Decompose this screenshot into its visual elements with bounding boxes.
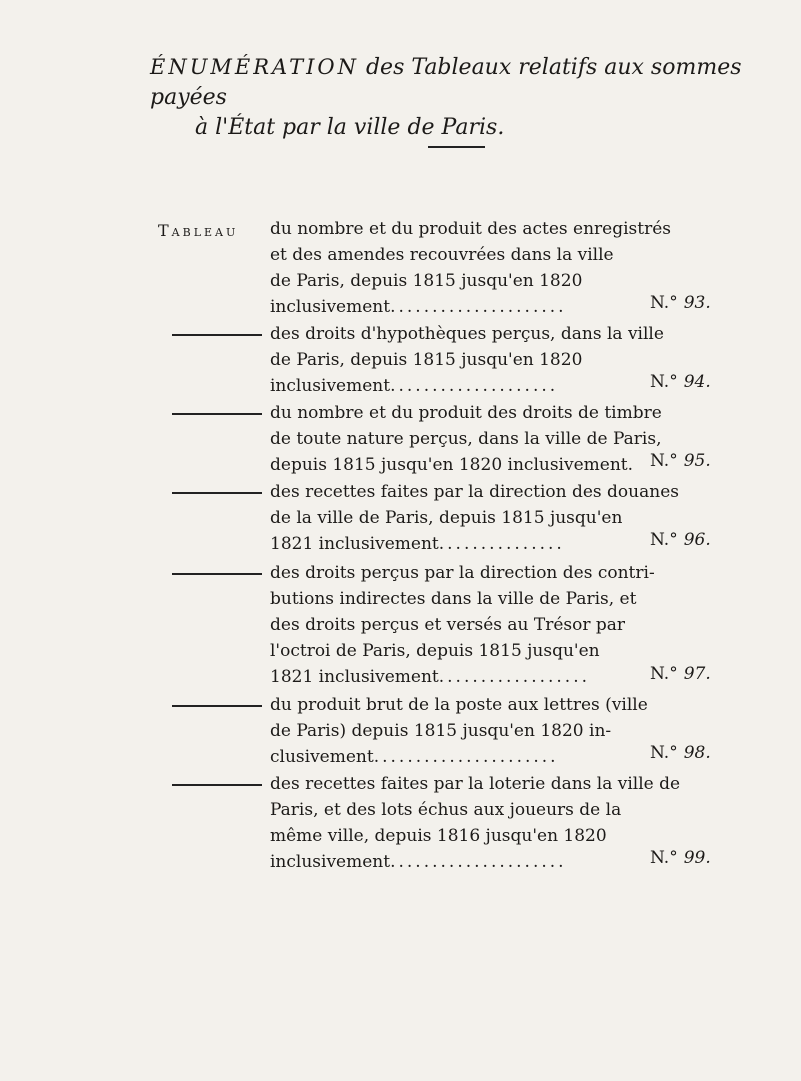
- title-word: ÉNUMÉRATION: [150, 55, 359, 79]
- title-line2: à l'État par la ville de Paris.: [195, 115, 505, 140]
- entry-line: même ville, depuis 1816 jusqu'en 1820: [270, 826, 607, 846]
- entry-line: des droits perçus et versés au Trésor par: [270, 615, 626, 635]
- ditto-dash: [172, 492, 262, 494]
- entry-line: Paris, et des lots échus aux joueurs de la: [270, 800, 622, 820]
- dot-leader: .....................: [390, 297, 567, 317]
- entry-line: de Paris) depuis 1815 jusqu'en 1820 in-: [270, 721, 612, 741]
- entry-98-ref: [650, 743, 711, 763]
- entry-99-ref: [650, 848, 711, 868]
- dot-leader: ...............: [438, 534, 565, 554]
- entry-line: l'octroi de Paris, depuis 1815 jusqu'en: [270, 641, 600, 661]
- entry-line: du nombre et du produit des actes enregistrés: [270, 219, 672, 239]
- dot-leader: ..................: [438, 667, 591, 687]
- entry-line: inclusivement....................: [270, 376, 559, 396]
- entry-line: du nombre et du produit des droits de timbre: [270, 403, 662, 423]
- ref-label: N.°: [650, 293, 678, 313]
- ditto-dash: [172, 573, 262, 575]
- entry-95-ref: [650, 451, 711, 471]
- dot-leader: .....................: [390, 852, 567, 872]
- ditto-dash: [172, 334, 262, 336]
- ref-number: 98.: [683, 743, 711, 763]
- title-rest: des Tableaux relatifs aux sommes payées: [150, 55, 742, 110]
- entry-line: des droits d'hypothèques perçus, dans la ville: [270, 324, 664, 344]
- entry-97-ref: [650, 664, 711, 684]
- ditto-dash: [172, 705, 262, 707]
- ref-label: N.°: [650, 664, 678, 684]
- entry-line: du produit brut de la poste aux lettres (ville: [270, 695, 648, 715]
- ref-label: N.°: [650, 372, 678, 392]
- page-title: [150, 52, 790, 143]
- entry-line: des recettes faites par la loterie dans la ville de: [270, 774, 681, 794]
- entry-94-ref: [650, 372, 711, 392]
- dot-leader: ....................: [390, 376, 559, 396]
- dot-leader: ......................: [373, 747, 559, 767]
- entry-line: de la ville de Paris, depuis 1815 jusqu'en: [270, 508, 623, 528]
- ditto-dash: [172, 413, 262, 415]
- entry-line: et des amendes recouvrées dans la ville: [270, 245, 614, 265]
- ref-number: 94.: [683, 372, 711, 392]
- entry-line: inclusivement.....................: [270, 852, 567, 872]
- entry-line: 1821 inclusivement...............: [270, 534, 565, 554]
- ref-number: 99.: [683, 848, 711, 868]
- entry-line: 1821 inclusivement..................: [270, 667, 591, 687]
- ref-label: N.°: [650, 451, 678, 471]
- entry-line: inclusivement.....................: [270, 297, 567, 317]
- ref-number: 93.: [683, 293, 711, 313]
- entry-93-ref: [650, 293, 711, 313]
- ref-label: N.°: [650, 743, 678, 763]
- ref-number: 95.: [683, 451, 711, 471]
- ref-label: N.°: [650, 530, 678, 550]
- ref-number: 96.: [683, 530, 711, 550]
- ref-label: N.°: [650, 848, 678, 868]
- entry-line: des recettes faites par la direction des douanes: [270, 482, 679, 502]
- title-rule: [428, 146, 485, 148]
- tableau-label: Tableau: [158, 221, 239, 240]
- entry-line: de Paris, depuis 1815 jusqu'en 1820: [270, 271, 583, 291]
- entry-96-ref: [650, 530, 711, 550]
- entry-line: de Paris, depuis 1815 jusqu'en 1820: [270, 350, 583, 370]
- ref-number: 97.: [683, 664, 711, 684]
- entry-line: depuis 1815 jusqu'en 1820 inclusivement.: [270, 455, 634, 475]
- entry-line: des droits perçus par la direction des contri-: [270, 563, 655, 583]
- entry-line: butions indirectes dans la ville de Paris, et: [270, 589, 637, 609]
- entry-line: de toute nature perçus, dans la ville de Paris,: [270, 429, 662, 449]
- entry-line: clusivement......................: [270, 747, 559, 767]
- ditto-dash: [172, 784, 262, 786]
